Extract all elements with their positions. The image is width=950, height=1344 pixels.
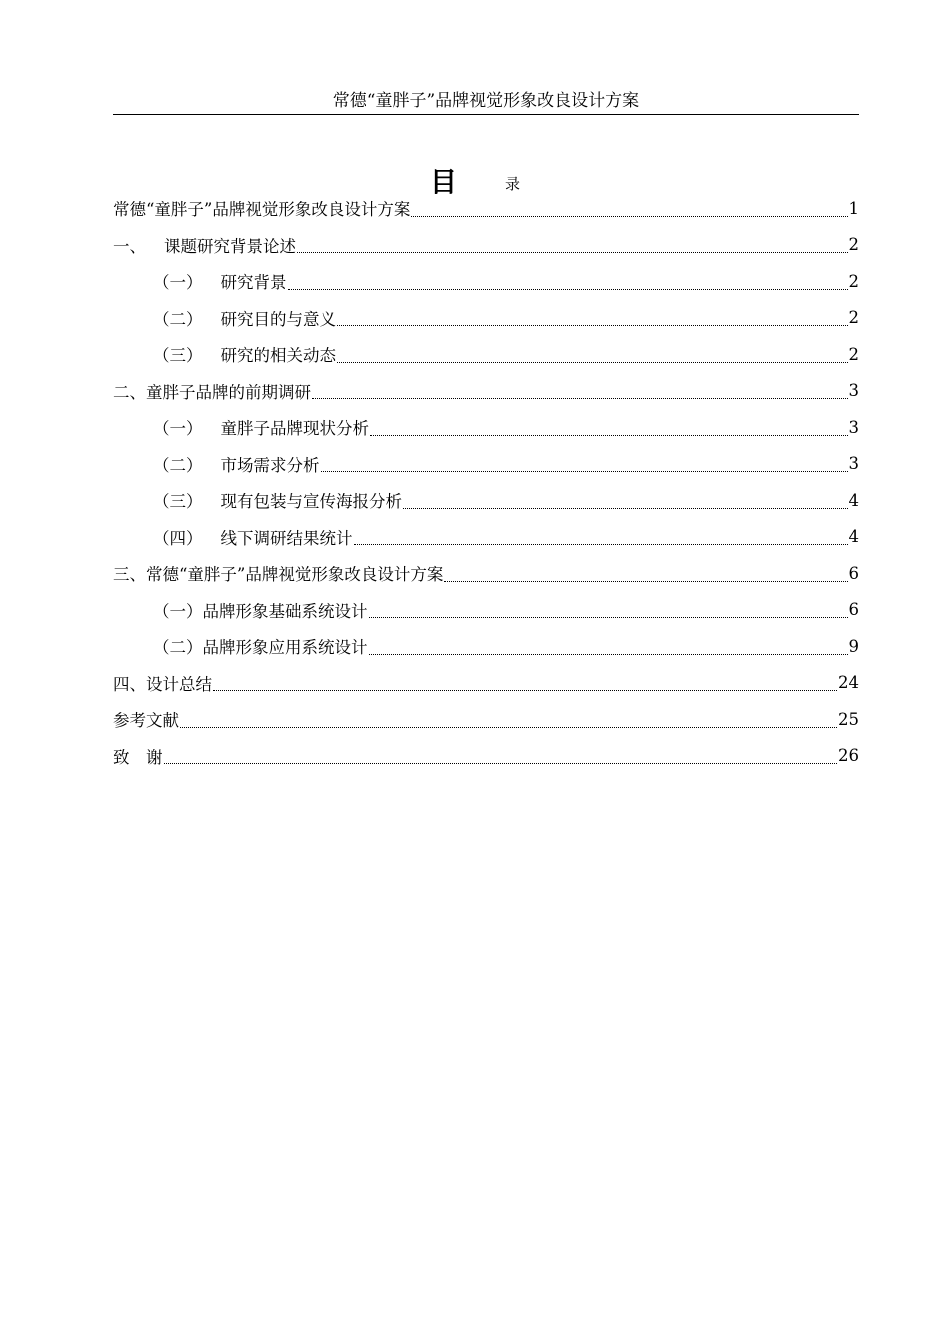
toc-entry-page: 3 — [848, 454, 859, 474]
toc-entry[interactable] — [113, 665, 859, 702]
toc-dot-leader — [321, 471, 848, 472]
toc-entry-page: 2 — [848, 271, 859, 291]
toc-entry-page: 3 — [848, 381, 859, 401]
running-header — [113, 90, 859, 115]
toc-dot-leader — [337, 325, 848, 326]
toc-entry-text: 二、童胖子品牌的前期调研 — [113, 382, 311, 402]
toc-entry-page: 24 — [838, 673, 859, 693]
toc-entry[interactable] — [113, 592, 859, 629]
toc-dot-leader — [337, 362, 848, 363]
running-header-title: 常德“童胖子”品牌视觉形象改良设计方案 — [332, 91, 640, 111]
toc-entry-page: 2 — [848, 308, 859, 328]
toc-entry-page: 1 — [848, 198, 859, 218]
toc-dot-leader — [297, 252, 848, 253]
toc-dot-leader — [164, 763, 838, 764]
toc-entry[interactable] — [113, 519, 859, 556]
toc-entry-text: 童胖子品牌现状分析 — [220, 419, 369, 439]
toc-entry-number: （一） — [153, 273, 203, 293]
toc-entry[interactable] — [113, 701, 859, 738]
toc-dot-leader — [411, 216, 847, 217]
toc-title-small: 录 — [504, 174, 520, 193]
toc-entry-page: 4 — [848, 490, 859, 510]
toc-dot-leader — [312, 398, 848, 399]
toc-title-big: 目 — [429, 167, 457, 199]
toc-entry-page: 25 — [838, 709, 859, 729]
toc-entry-number: （二） — [153, 455, 203, 475]
toc-entry-number: （三） — [153, 346, 203, 366]
toc-entry[interactable] — [113, 409, 859, 446]
toc-dot-leader — [403, 508, 848, 509]
toc-entry-text: 致 谢 — [113, 747, 163, 767]
toc-entry-text: 三、常德“童胖子”品牌视觉形象改良设计方案 — [113, 565, 444, 585]
toc-entry-text: 参考文献 — [113, 711, 179, 731]
toc-dot-leader — [180, 727, 837, 728]
toc-entry-text: 研究的相关动态 — [220, 346, 336, 366]
toc-entry-text: （二）品牌形象应用系统设计 — [153, 638, 368, 658]
toc-entry[interactable] — [113, 446, 859, 483]
toc-entry-page: 3 — [848, 417, 859, 437]
toc-entry-text: 常德“童胖子”品牌视觉形象改良设计方案 — [113, 200, 411, 220]
toc-entry-text: 课题研究背景论述 — [164, 236, 296, 256]
table-of-contents — [113, 190, 859, 774]
toc-entry-number: 一、 — [113, 236, 146, 256]
toc-dot-leader — [213, 690, 837, 691]
toc-entry-page: 2 — [848, 235, 859, 255]
toc-entry[interactable] — [113, 482, 859, 519]
toc-entry[interactable] — [113, 373, 859, 410]
toc-entry-text: 四、设计总结 — [113, 674, 212, 694]
toc-entry-page: 6 — [848, 563, 859, 583]
toc-entry[interactable] — [113, 555, 859, 592]
toc-entry[interactable] — [113, 628, 859, 665]
toc-entry-page: 2 — [848, 344, 859, 364]
toc-entry-page: 6 — [848, 600, 859, 620]
toc-entry-text: 市场需求分析 — [220, 455, 320, 475]
toc-entry-text: 线下调研结果统计 — [220, 528, 353, 548]
toc-entry-text: 研究目的与意义 — [220, 309, 336, 329]
toc-entry-page: 4 — [848, 527, 859, 547]
toc-entry-number: （一） — [153, 419, 203, 439]
toc-dot-leader — [288, 289, 848, 290]
toc-entry-number: （二） — [153, 309, 203, 329]
toc-entry[interactable] — [113, 300, 859, 337]
toc-entry-text: （一）品牌形象基础系统设计 — [153, 601, 368, 621]
toc-entry-number: （四） — [153, 528, 203, 548]
toc-dot-leader — [369, 617, 848, 618]
toc-entry-number: （三） — [153, 492, 203, 512]
toc-entry-page: 26 — [838, 746, 859, 766]
toc-dot-leader — [354, 544, 848, 545]
toc-entry-page: 9 — [848, 636, 859, 656]
toc-entry[interactable] — [113, 190, 859, 227]
toc-entry[interactable] — [113, 738, 859, 775]
toc-dot-leader — [369, 654, 848, 655]
toc-entry[interactable] — [113, 336, 859, 373]
toc-dot-leader — [444, 581, 847, 582]
toc-entry[interactable] — [113, 263, 859, 300]
toc-entry-text: 现有包装与宣传海报分析 — [220, 492, 402, 512]
toc-dot-leader — [370, 435, 848, 436]
toc-entry[interactable] — [113, 227, 859, 264]
toc-entry-text: 研究背景 — [220, 273, 287, 293]
